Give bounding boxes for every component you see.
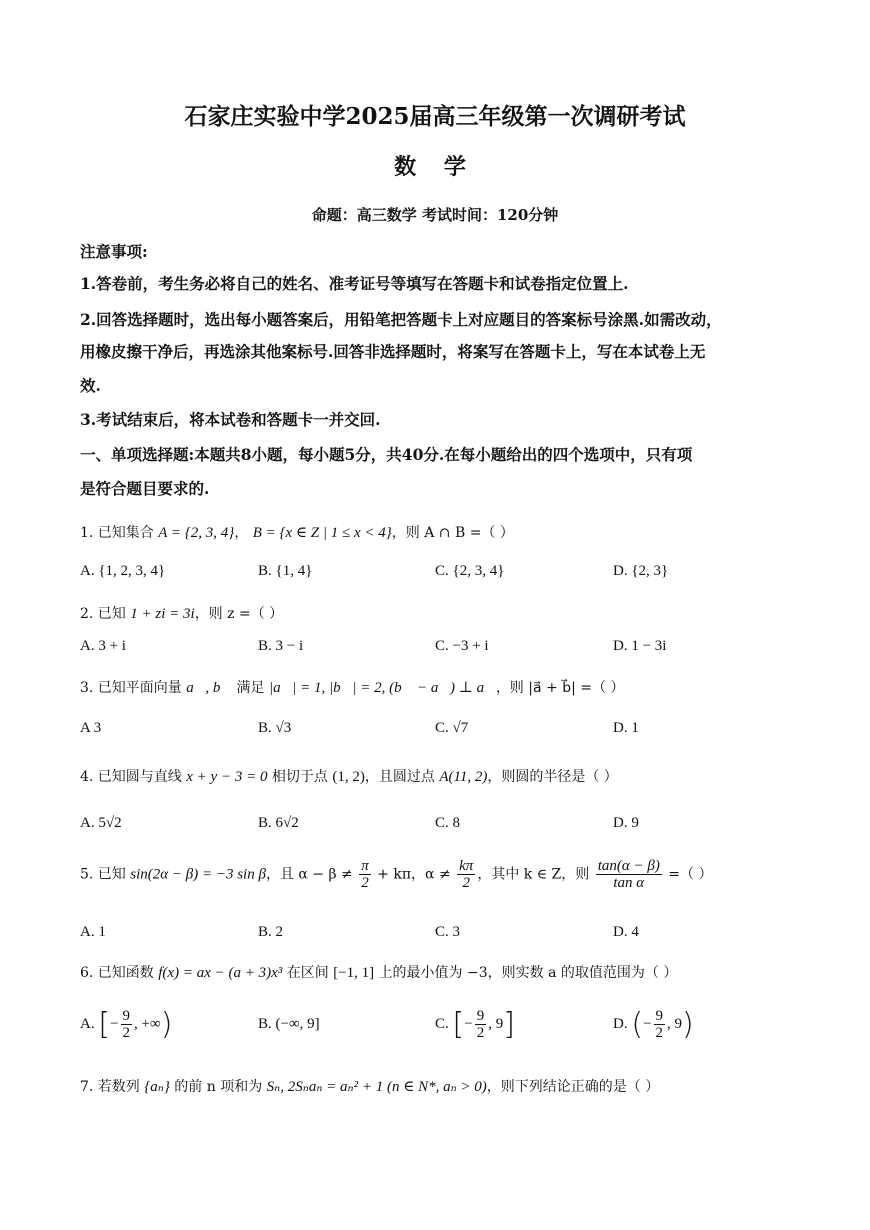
q1-lead: 1. 已知集合 — [80, 525, 154, 541]
q3-tail: ，则 |a⃗ + b⃗| =（ ） — [495, 680, 625, 696]
q5-kpi-fraction: $\frac{k\pi}{2}$ — [459, 858, 474, 891]
q5-option-b: B. 2 — [258, 924, 284, 940]
question-1 — [80, 522, 514, 542]
q3-option-c: C. √7 — [435, 720, 469, 736]
q2-tail: ，则 z =（ ） — [194, 606, 284, 622]
q5-condition: ，其中 k ∈ Z，则 — [477, 866, 594, 883]
q5-option-a: A. 1 — [80, 924, 106, 940]
note-2-line-3: 效. — [80, 376, 101, 395]
question-5 — [80, 858, 712, 891]
q4-mid2: ，且圆过点 — [364, 769, 440, 785]
question-2 — [80, 603, 283, 623]
q3-condition: |a⃗| = 1, |b⃗| = 2, (b⃗ − a⃗) ⊥ a⃗ — [269, 680, 496, 696]
q1-set-b: B = {x ∈ Z | 1 ≤ x < 4} — [252, 525, 392, 541]
q3-option-a: A 3 — [80, 720, 102, 736]
q1-option-a: A. {1, 2, 3, 4} — [80, 563, 166, 579]
q4-tangent-point: (1, 2) — [332, 769, 365, 785]
question-4 — [80, 766, 618, 786]
q1-option-d: D. {2, 3} — [613, 563, 669, 579]
q7-mid: 的前 n 项和为 — [169, 1079, 267, 1095]
q2-lead: 2. 已知 — [80, 606, 126, 622]
q2-option-c: C. −3 + i — [435, 638, 489, 654]
q6-function: f(x) = ax − (a + 3)x³ — [158, 965, 283, 981]
q1-option-c: C. {2, 3, 4} — [435, 563, 505, 579]
q4-option-b: B. 6√2 — [258, 815, 299, 831]
q5-ratio-fraction: $\frac{\tan(\alpha - \beta)}{\text{tan α}}$ — [597, 858, 660, 891]
q1-separator: ， — [234, 525, 249, 541]
q3-option-b: B. √3 — [258, 720, 292, 736]
note-2-line-1: 2.回答选择题时，选出每小题答案后，用铅笔把答题卡上对应题目的答案标号涂黑.如需改动， — [80, 310, 722, 329]
q7-relation: Sₙ, 2Sₙaₙ = aₙ² + 1 (n ∈ N*, aₙ > 0) — [266, 1079, 487, 1095]
q3-vectors: a⃗, b⃗ — [186, 680, 233, 696]
q6-option-a: A. [− $\frac{9}{2}$ , +∞) — [80, 1006, 173, 1042]
q4-option-a: A. 5√2 — [80, 815, 122, 831]
exam-title: 石家庄实验中学2025届高三年级第一次调研考试 — [184, 103, 686, 130]
question-7 — [80, 1076, 659, 1096]
q2-option-b: B. 3 − i — [258, 638, 304, 654]
notes-heading: 注意事项: — [80, 242, 148, 261]
q4-option-c: C. 8 — [435, 815, 461, 831]
q2-option-a: A. 3 + i — [80, 638, 126, 654]
q5-lead: 5. 已知 — [80, 866, 126, 883]
question-6 — [80, 962, 677, 982]
q4-mid: 相切于点 — [267, 769, 333, 785]
q6-tail: 上的最小值为 −3，则实数 a 的取值范围为（ ） — [374, 965, 678, 981]
q3-option-d: D. 1 — [613, 720, 639, 736]
section-1-line-2: 是符合题目要求的. — [80, 479, 210, 498]
q6-option-b: B. (−∞, 9] — [258, 1016, 320, 1032]
q4-point-a: A(11, 2) — [439, 769, 488, 785]
section-1-line-1: 一、单项选择题:本题共8小题，每小题5分，共40分.在每小题给出的四个选项中，只有项 — [80, 445, 693, 464]
q6-interval: [−1, 1] — [333, 965, 375, 981]
exam-meta: 命题：高三数学 考试时间：120分钟 — [311, 206, 559, 224]
q5-mid: ，且 α − β ≠ — [265, 866, 358, 883]
q1-option-b: B. {1, 4} — [258, 563, 313, 579]
q7-tail: ，则下列结论正确的是（ ） — [486, 1079, 660, 1095]
q7-lead: 7. 若数列 — [80, 1079, 140, 1095]
q4-tail: ，则圆的半径是（ ） — [487, 769, 618, 785]
q4-line-equation: x + y − 3 = 0 — [186, 769, 268, 785]
q6-lead: 6. 已知函数 — [80, 965, 154, 981]
q5-option-c: C. 3 — [435, 924, 461, 940]
q1-set-a: A = {2, 3, 4} — [158, 525, 235, 541]
q6-option-c: C. [− $\frac{9}{2}$ , 9] — [435, 1006, 515, 1042]
note-2-line-2: 用橡皮擦干净后，再选涂其他案标号.回答非选择题时，将案写在答题卡上，写在本试卷上无 — [80, 342, 706, 361]
q3-mid: 满足 — [232, 680, 265, 696]
q2-equation: 1 + zi = 3i — [130, 606, 195, 622]
note-3: 3.考试结束后，将本试卷和答题卡一并交回. — [80, 410, 381, 429]
q5-kpi: + kπ，α ≠ — [372, 866, 456, 883]
q6-option-d: D. (− $\frac{9}{2}$ , 9) — [613, 1006, 694, 1042]
question-3 — [80, 677, 624, 697]
q5-option-d: D. 4 — [613, 924, 639, 940]
q6-mid: 在区间 — [282, 965, 334, 981]
subject-title: 数 学 — [394, 154, 476, 180]
q1-tail: ，则 A ∩ B =（ ） — [391, 525, 514, 541]
q5-tail: =（ ） — [663, 866, 713, 883]
q4-lead: 4. 已知圆与直线 — [80, 769, 182, 785]
q7-sequence: {aₙ} — [144, 1079, 170, 1095]
note-1: 1.答卷前，考生务必将自己的姓名、准考证号等填写在答题卡和试卷指定位置上. — [80, 274, 629, 293]
q4-option-d: D. 9 — [613, 815, 639, 831]
q5-equation: sin(2α − β) = −3 sin β — [130, 866, 266, 883]
q3-lead: 3. 已知平面向量 — [80, 680, 182, 696]
q2-option-d: D. 1 − 3i — [613, 638, 667, 654]
q5-pi-fraction: $\frac{\pi}{2}$ — [361, 858, 369, 891]
